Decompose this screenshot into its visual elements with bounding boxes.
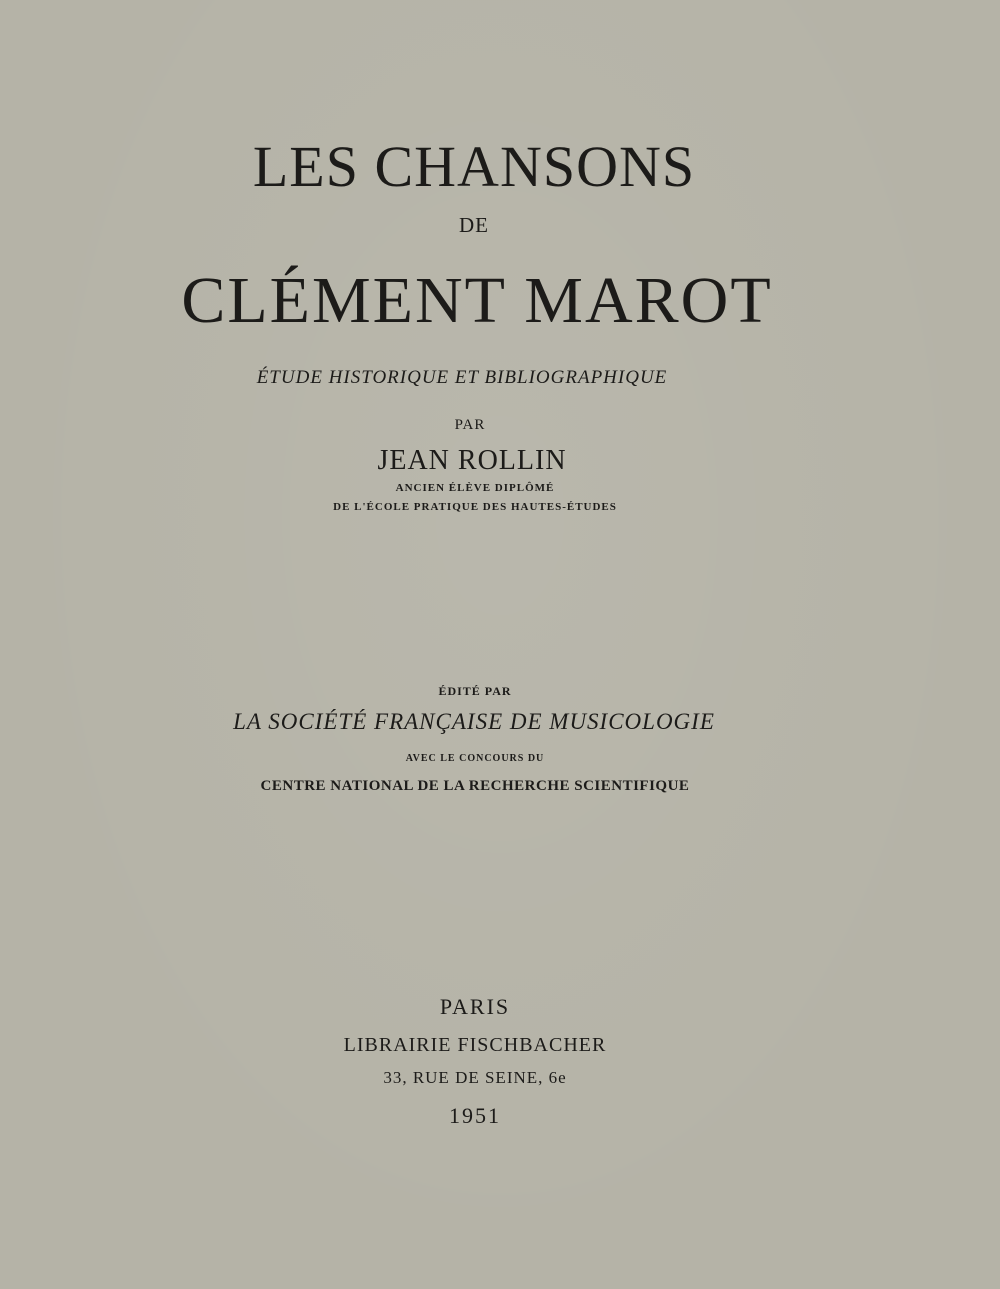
edited-by-label: ÉDITÉ PAR — [438, 684, 512, 698]
title-connector: DE — [459, 213, 489, 237]
publisher-address: 33, RUE DE SEINE, 6e — [383, 1068, 567, 1087]
subtitle: ÉTUDE HISTORIQUE ET BIBLIOGRAPHIQUE — [256, 367, 668, 388]
title-line-1: LES CHANSONS — [252, 134, 696, 199]
support-label: AVEC LE CONCOURS DU — [405, 753, 545, 764]
publication-year: 1951 — [449, 1103, 501, 1128]
by-label: PAR — [454, 417, 486, 433]
centre-name: CENTRE NATIONAL DE LA RECHERCHE SCIENTIFIQUE — [260, 778, 690, 794]
author-credential-2: DE L'ÉCOLE PRATIQUE DES HAUTES-ÉTUDES — [333, 501, 617, 513]
author-name: JEAN ROLLIN — [377, 445, 567, 476]
title-line-2: CLÉMENT MAROT — [181, 264, 773, 337]
society-name: LA SOCIÉTÉ FRANÇAISE DE MUSICOLOGIE — [233, 709, 715, 734]
publisher-name: LIBRAIRIE FISCHBACHER — [343, 1034, 607, 1056]
publication-city: PARIS — [439, 994, 511, 1019]
author-credential-1: ANCIEN ÉLÈVE DIPLÔMÉ — [395, 482, 555, 494]
